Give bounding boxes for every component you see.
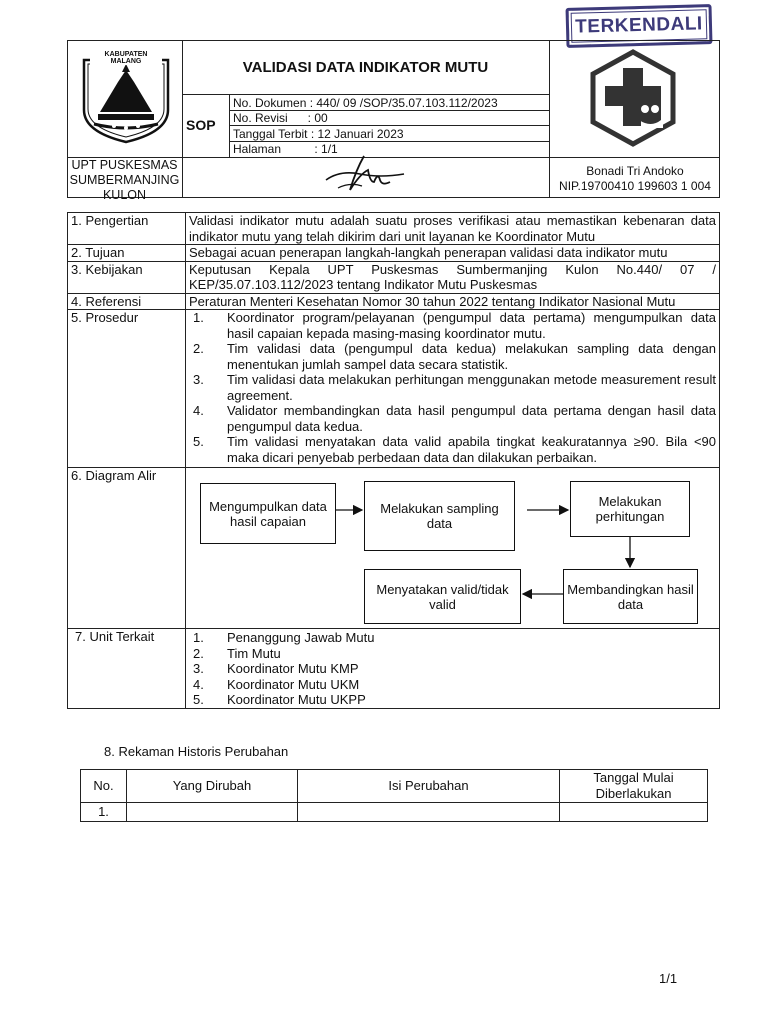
list-item: 2. Tim validasi data (pengumpul data kedua) melakukan sampling data dengan menentukan jumlah sampel data secara statistik. xyxy=(193,341,716,372)
document-title: VALIDASI DATA INDIKATOR MUTU xyxy=(242,59,489,76)
col-changed: Yang Dirubah xyxy=(127,770,298,803)
flow-box-declare: Menyatakan valid/tidak valid xyxy=(364,569,521,624)
history-heading: 8. Rekaman Historis Perubahan xyxy=(104,744,289,759)
row-kebijakan xyxy=(68,261,720,293)
list-item: 4. Koordinator Mutu UKM xyxy=(193,676,360,692)
unit-list xyxy=(189,630,716,708)
flow-diagram xyxy=(186,468,719,628)
list-item: 1. Penanggung Jawab Mutu xyxy=(193,630,375,645)
col-content: Isi Perubahan xyxy=(298,770,560,803)
list-item: 5. Koordinator Mutu UKPP xyxy=(193,692,366,707)
text-pengertian: Validasi indikator mutu adalah suatu proses verifikasi atau memastikan kebenaran data indikator mutu yang telah dikirim dari unit layanan ke Koordinator Mutu xyxy=(186,213,720,245)
history-row-date xyxy=(560,803,708,822)
list-item: 3. Koordinator Mutu KMP xyxy=(193,661,359,676)
flow-box-collect: Mengumpulkan data hasil capaian xyxy=(200,483,336,544)
label-diagram: 6. Diagram Alir xyxy=(68,468,186,629)
flow-box-compare: Membandingkan hasil data xyxy=(563,569,698,624)
label-unit-terkait: 7. Unit Terkait xyxy=(68,629,186,709)
label-pengertian: 1. Pengertian xyxy=(68,213,186,245)
text-referensi: Peraturan Menteri Kesehatan Nomor 30 tahun 2022 tentang Indikator Nasional Mutu xyxy=(186,293,720,310)
list-item: 5. Tim validasi menyatakan data valid apabila tingkat keakuratannya ≥90. Bila <90 maka dicari penyebab perbedaan data dan dilakukan perbaikan. xyxy=(193,434,716,465)
col-no: No. xyxy=(81,770,127,803)
history-row-no: 1. xyxy=(81,803,127,822)
label-tujuan: 2. Tujuan xyxy=(68,245,186,262)
signature xyxy=(320,152,410,196)
text-kebijakan: Keputusan Kepala UPT Puskesmas Sumbermanjing Kulon No.440/ 07 / KEP/35.07.103.112/2023 tentang Indikator Mutu Puskesmas xyxy=(186,261,720,293)
row-pengertian xyxy=(68,213,720,245)
unit-cell xyxy=(186,629,720,709)
row-prosedur xyxy=(68,310,720,468)
footer-page-number: 1/1 xyxy=(659,971,678,986)
flow-arrows xyxy=(186,468,724,628)
sop-content-table xyxy=(67,212,720,709)
col-date: Tanggal Mulai Diberlakukan xyxy=(560,770,708,803)
list-item: 3. Tim validasi data melakukan perhitungan menggunakan metode measurement result agreement. xyxy=(193,372,716,403)
row-tujuan xyxy=(68,245,720,262)
issue-date: Tanggal Terbit : 12 Januari 2023 xyxy=(233,127,404,141)
signer-block xyxy=(550,164,720,194)
label-prosedur: 5. Prosedur xyxy=(68,310,186,468)
label-referensi: 4. Referensi xyxy=(68,293,186,310)
history-row-changed xyxy=(127,803,298,822)
doc-number: No. Dokumen : 440/ 09 /SOP/35.07.103.112/2023 xyxy=(233,96,498,110)
table-row xyxy=(81,770,708,803)
row-unit-terkait xyxy=(68,629,720,709)
history-table xyxy=(80,769,708,822)
unit-name: UPT PUSKESMAS SUMBERMANJING KULON xyxy=(69,158,180,202)
list-item: 4. Validator membandingkan data hasil pengumpul data pertama dengan hasil data pengumpul data kedua. xyxy=(193,403,716,434)
history-row-content xyxy=(298,803,560,822)
regency-logo xyxy=(78,50,174,146)
revision-number: No. Revisi : 00 xyxy=(233,111,328,125)
controlled-stamp: TERKENDALI xyxy=(566,4,713,48)
prosedur-cell xyxy=(186,310,720,468)
signature-icon xyxy=(320,152,410,196)
signer-nip: NIP.19700410 199603 1 004 xyxy=(559,179,711,193)
label-kebijakan: 3. Kebijakan xyxy=(68,261,186,293)
sop-label: SOP xyxy=(186,117,216,133)
page-info: Halaman : 1/1 xyxy=(233,142,338,156)
row-referensi xyxy=(68,293,720,310)
table-row xyxy=(81,803,708,822)
text-tujuan: Sebagai acuan penerapan langkah-langkah penerapan validasi data indikator mutu xyxy=(186,245,720,262)
flow-box-calculate: Melakukan perhitungan xyxy=(570,481,690,537)
diagram-cell xyxy=(186,468,720,629)
signer-name: Bonadi Tri Andoko xyxy=(586,164,684,178)
health-cross-icon xyxy=(585,48,681,148)
regency-label: KABUPATEN MALANG xyxy=(90,51,162,65)
list-item: 2. Tim Mutu xyxy=(193,645,281,661)
row-diagram xyxy=(68,468,720,629)
list-item: 1. Koordinator program/pelayanan (pengumpul data pertama) mengumpulkan data hasil capaian kepada masing-masing koordinator mutu. xyxy=(193,310,716,341)
flow-box-sampling: Melakukan sampling data xyxy=(364,481,515,551)
prosedur-list xyxy=(189,310,716,465)
puskesmas-logo xyxy=(585,48,681,148)
